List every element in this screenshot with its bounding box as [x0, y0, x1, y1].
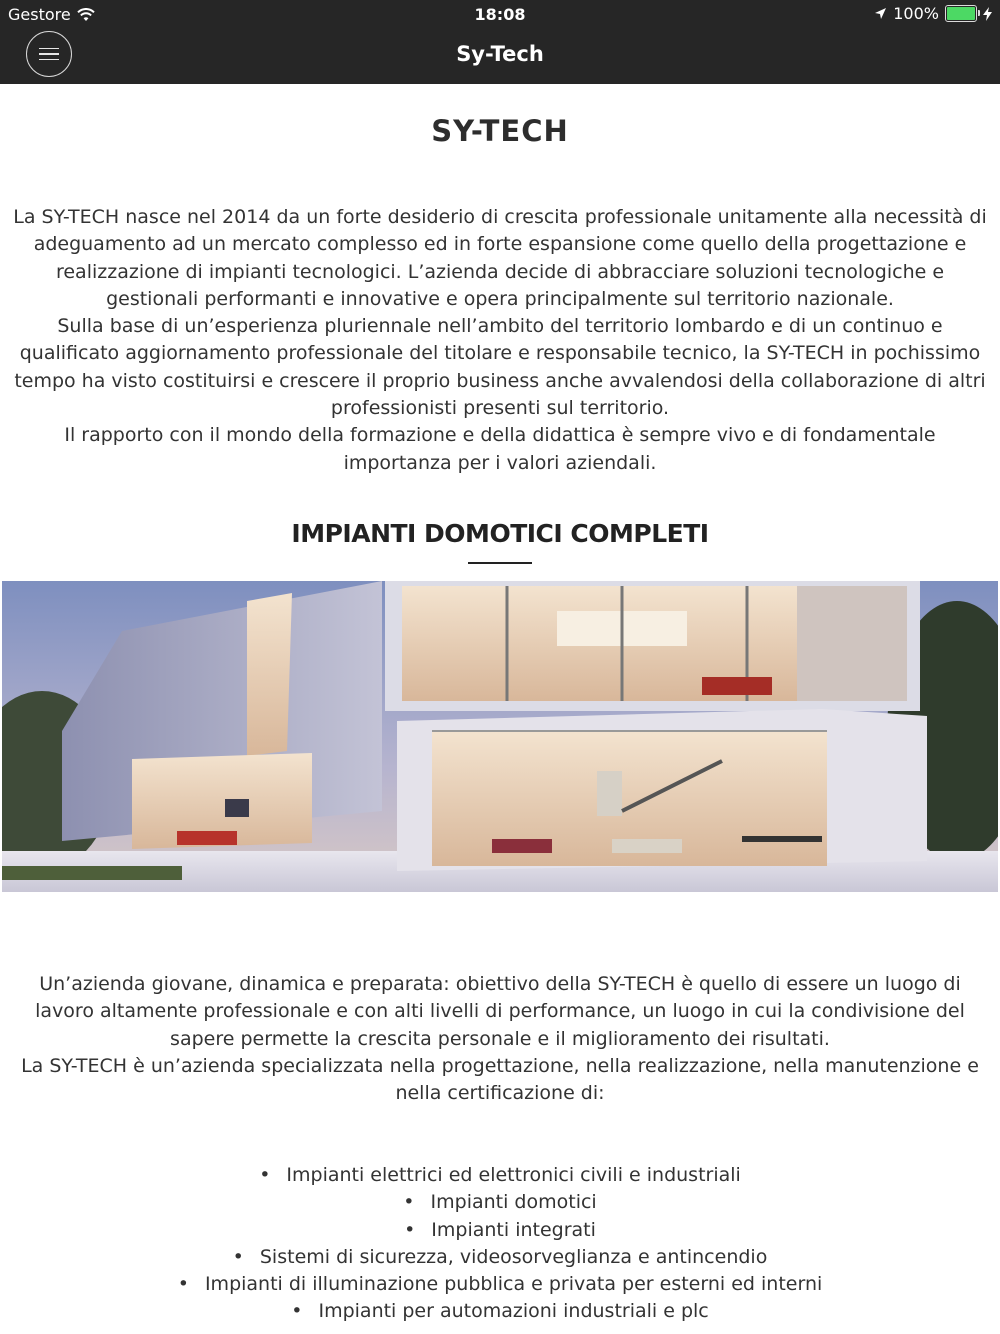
- heading-underline: [468, 562, 532, 564]
- battery-icon: [945, 5, 977, 22]
- status-right: [874, 4, 992, 23]
- list-item: • Impianti domotici: [0, 1189, 1000, 1216]
- house-illustration: [2, 581, 998, 892]
- intro-text: [10, 204, 990, 477]
- body-paragraph: Un’azienda giovane, dinamica e preparata: obiettivo della SY-TECH è quello di essere un luogo di lavoro altamente professionale e con alti livelli di performance, un luogo in cui la condivisione del sapere permette la crescita personale e il miglioramento dei risultati.: [35, 973, 965, 1050]
- charging-bolt-icon: [983, 7, 992, 21]
- section-heading: IMPIANTI DOMOTICI COMPLETI: [291, 519, 709, 548]
- intro-paragraph: Sulla base di un’esperienza pluriennale nell’ambito del territorio lombardo e di un continuo e qualificato aggiornamento professionale del titolare e responsabile tecnico, la SY-TECH in pochissimo tempo ha visto costituirsi e crescere il proprio business anche avvalendosi della collaborazione di altri professionisti presenti sul territorio.: [14, 315, 986, 420]
- list-item: • Impianti integrati: [0, 1217, 1000, 1244]
- intro-paragraph: Il rapporto con il mondo della formazione e della didattica è sempre vivo e di fondamentale importanza per i valori aziendali.: [64, 424, 936, 474]
- body-text: [10, 971, 990, 1107]
- clock: 18:08: [474, 5, 526, 24]
- nav-title: Sy-Tech: [456, 42, 544, 66]
- list-item: • Impianti di illuminazione pubblica e privata per esterni ed interni: [0, 1271, 1000, 1298]
- list-item: • Impianti per automazioni industriali e plc: [0, 1298, 1000, 1325]
- page-title: SY-TECH: [431, 114, 569, 148]
- status-bar: [0, 0, 1000, 28]
- carrier-label: Gestore: [8, 5, 71, 24]
- intro-paragraph: La SY-TECH nasce nel 2014 da un forte desiderio di crescita professionale unitamente alla necessità di adeguamento ad un mercato complesso ed in forte espansione come quello della progettazione e realizzazione di impianti tecnologici. L’azienda decide di abbracciare soluzioni tecnologiche e gestionali performanti e innovative e opera principalmente sul territorio nazionale.: [13, 206, 987, 310]
- nav-bar: [0, 28, 1000, 84]
- list-item: • Impianti elettrici ed elettronici civili e industriali: [0, 1162, 1000, 1189]
- services-list: [0, 1162, 1000, 1326]
- list-item: • Sistemi di sicurezza, videosorveglianza e antincendio: [0, 1244, 1000, 1271]
- body-paragraph: La SY-TECH è un’azienda specializzata nella progettazione, nella realizzazione, nella manutenzione e nella certificazione di:: [21, 1054, 979, 1105]
- battery-percent: 100%: [893, 4, 939, 23]
- hero-house-image: [2, 581, 998, 892]
- location-arrow-icon: [874, 7, 887, 20]
